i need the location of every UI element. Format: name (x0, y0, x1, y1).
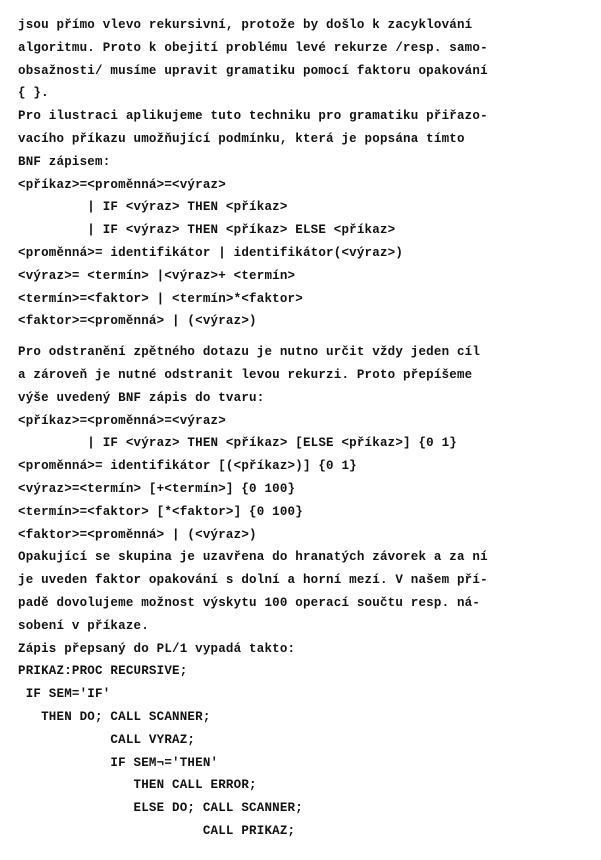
blank-line (18, 333, 584, 341)
code-line: IF SEM¬='THEN' (18, 755, 219, 770)
grammar-rule: <proměnná>= identifikátor | identifikátor(<výraz>) (18, 245, 404, 260)
grammar-rule: <termín>=<faktor> [*<faktor>] {0 100} (18, 504, 303, 519)
grammar-rule: | IF <výraz> THEN <příkaz> ELSE <příkaz> (18, 223, 396, 238)
grammar-rule: <faktor>=<proměnná> | (<výraz>) (18, 314, 257, 329)
document-page (18, 14, 584, 843)
code-line: CALL VYRAZ; (18, 732, 196, 747)
code-line: IF SEM='IF' (18, 687, 111, 702)
code-line: ELSE DO; CALL SCANNER; (18, 801, 303, 816)
grammar-rule: <příkaz>=<proměnná>=<výraz> (18, 413, 226, 428)
grammar-rule: | IF <výraz> THEN <příkaz> (18, 200, 288, 215)
code-line: THEN CALL ERROR; (18, 778, 257, 793)
grammar-rule: <proměnná>= identifikátor [(<příkaz>)] {0 1} (18, 459, 357, 474)
grammar-rule: <výraz>= <termín> |<výraz>+ <termín> (18, 268, 296, 283)
text-line: je uveden faktor opakování s dolní a horní mezí. V našem pří- (18, 573, 488, 588)
text-line: jsou přímo vlevo rekursivní, protože by došlo k zacyklování (18, 18, 473, 32)
code-line: THEN DO; CALL SCANNER; (18, 709, 211, 724)
grammar-rule: <termín>=<faktor> | <termín>*<faktor> (18, 291, 303, 306)
grammar-rule: <výraz>=<termín> [+<termín>] {0 100} (18, 481, 296, 496)
text-line: sobení v příkaze. (18, 618, 149, 633)
text-line: BNF zápisem: (18, 154, 111, 169)
text-line: výše uvedený BNF zápis do tvaru: (18, 390, 265, 405)
text-line: Zápis přepsaný do PL/1 vypadá takto: (18, 641, 296, 656)
grammar-rule: | IF <výraz> THEN <příkaz> [ELSE <příkaz>] {0 1} (18, 436, 457, 451)
text-line: obsažnosti/ musíme upravit gramatiku pomocí faktoru opakování (18, 63, 488, 78)
text-line: algoritmu. Proto k obejití problému levé rekurze /resp. samo- (18, 40, 488, 55)
text-line: vacího příkazu umožňující podmínku, která je popsána tímto (18, 131, 465, 146)
text-line: Pro ilustraci aplikujeme tuto techniku pro gramatiku přiřazo- (18, 109, 488, 124)
code-line: CALL PRIKAZ; (18, 823, 296, 838)
grammar-rule: <faktor>=<proměnná> | (<výraz>) (18, 527, 257, 542)
text-line: padě dovolujeme možnost výskytu 100 operací součtu resp. ná- (18, 595, 481, 610)
grammar-rule: <příkaz>=<proměnná>=<výraz> (18, 177, 226, 192)
code-line: PRIKAZ:PROC RECURSIVE; (18, 664, 188, 679)
text-line: Opakující se skupina je uzavřena do hranatých závorek a za ní (18, 550, 488, 565)
text-line: { }. (18, 86, 49, 101)
text-line: Pro odstranění zpětného dotazu je nutno určit vždy jeden cíl (18, 345, 481, 360)
text-line: a zároveň je nutné odstranit levou rekurzi. Proto přepíšeme (18, 367, 473, 382)
